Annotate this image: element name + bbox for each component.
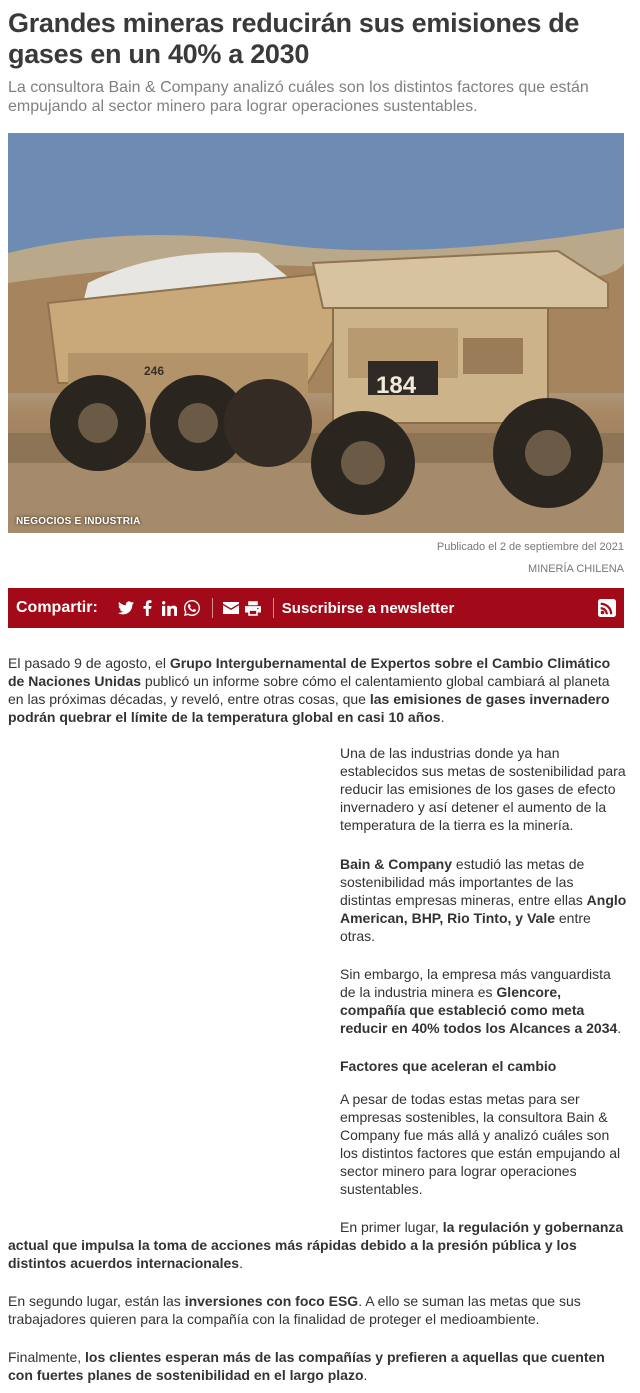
body-paragraph-2: Una de las industrias donde ya han establecidos sus metas de sostenibilidad para reducir las emisiones de los gases de efecto invernadero y así detener el aumento de la temperatura de la tierra es la minería. [340,745,626,833]
share-divider [273,598,274,618]
hero-image [8,133,624,533]
whatsapp-icon[interactable] [182,598,202,618]
body-paragraph-8: Finalmente, los clientes esperan más de las compañías y prefieren a aquellas que cuenten con fuertes planes de sostenibilidad en el largo plazo. [8,1349,605,1383]
body-paragraph-5: A pesar de todas estas metas para ser empresas sostenibles, la consultora Bain & Company fue más allá y analizó cuáles son los distintos factores que están empujando al sector minero para lograr operaciones sustentables. [340,1091,621,1197]
body-paragraph-7: En segundo lugar, están las inversiones con foco ESG. A ello se suman las metas que sus trabajadores quieren para la compañía con la finalidad de proteger el medioambiente. [8,1293,581,1327]
print-icon[interactable] [243,598,263,618]
email-icon[interactable] [221,598,241,618]
article-subtitle: La consultora Bain & Company analizó cuáles son los distintos factores que están empujando al sector minero para lograr operaciones sustentables. [8,79,589,115]
mining-trucks-illustration [8,133,624,533]
truck-number-right: 184 [376,372,417,399]
newsletter-link[interactable]: Suscribirse a newsletter [281,599,455,617]
share-bar [8,588,624,628]
article-source: MINERÍA CHILENA [528,563,624,575]
body-paragraph-3: Bain & Company estudió las metas de sostenibilidad más importantes de las distintas empresas mineras, entre ellas Anglo American, BHP, Rio Tinto, y Vale entre otras. [340,856,627,944]
category-badge[interactable]: NEGOCIOS E INDUSTRIA [16,516,141,527]
publish-date: Publicado el 2 de septiembre del 2021 [436,541,624,553]
linkedin-icon[interactable] [160,598,180,618]
rss-icon[interactable] [598,599,616,617]
facebook-icon[interactable] [138,598,158,618]
share-divider [212,598,213,618]
share-label: Compartir: [16,599,98,616]
article-title: Grandes mineras reducirán sus emisiones de gases en un 40% a 2030 [8,8,580,69]
twitter-icon[interactable] [116,598,136,618]
body-paragraph-6: En primer lugar, la regulación y gobernanza actual que impulsa la toma de acciones más rápidas debido a la presión pública y los distintos acuerdos internacionales. [8,1219,624,1271]
body-paragraph-1: El pasado 9 de agosto, el Grupo Intergubernamental de Expertos sobre el Cambio Climático de Naciones Unidas publicó un informe sobre cómo el calentamiento global cambiará al planeta en las próximas décadas, y reveló, entre otras cosas, que las emisiones de gases invernadero podrán quebrar el límite de la temperatura global en casi 10 años. [8,655,611,725]
body-paragraph-4: Sin embargo, la empresa más vanguardista de la industria minera es Glencore, compañía que estableció como meta reducir en 40% todos los Alcances a 2034. [340,966,622,1036]
truck-number-left: 246 [144,364,165,378]
section-heading: Factores que aceleran el cambio [340,1058,557,1074]
